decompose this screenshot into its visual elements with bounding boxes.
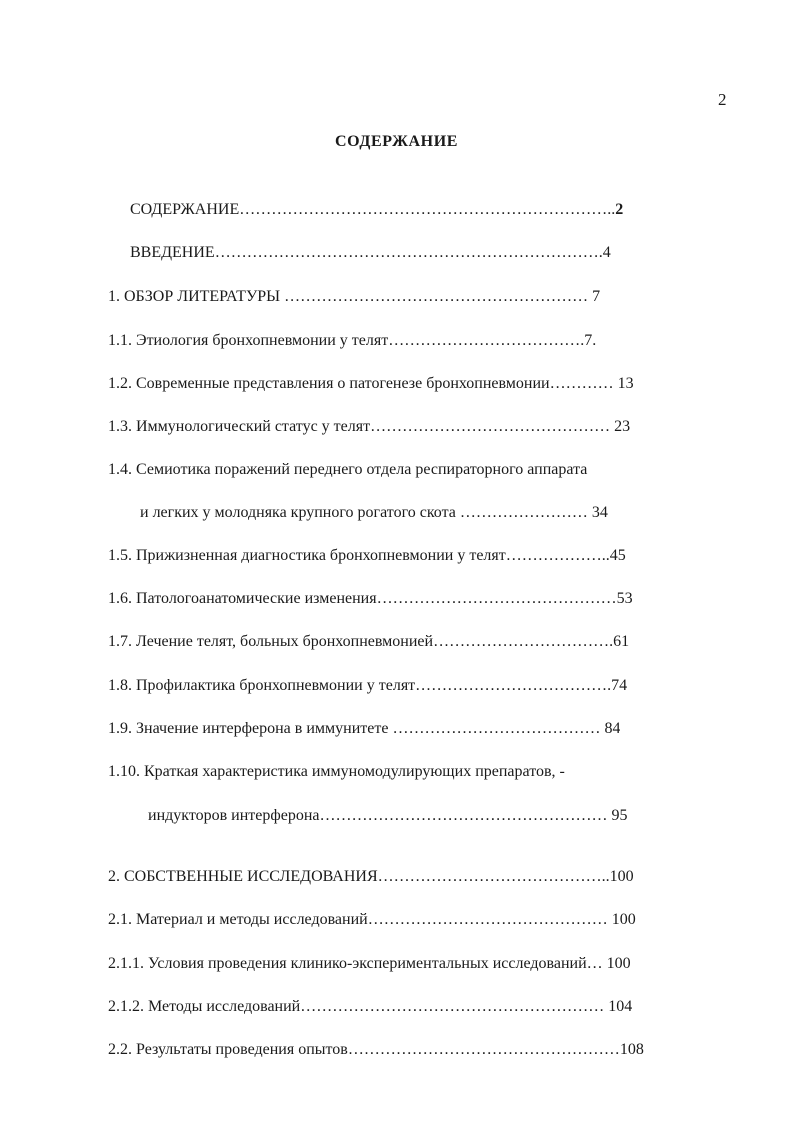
toc-entry-1-4-line1	[108, 460, 587, 480]
toc-entry-text: 2.1.1. Условия проведения клинико-экспериментальных исследований…	[108, 955, 607, 972]
toc-entry-text: 2. СОБСТВЕННЫЕ ИССЛЕДОВАНИЯ……………………………………..	[108, 868, 610, 885]
toc-entry-text: 1.8. Профилактика бронхопневмонии у телят……………………………….	[108, 677, 612, 694]
toc-entry-page: 7.	[584, 332, 597, 349]
toc-entry-text: 1.3. Иммунологический статус у телят………………………………………	[108, 418, 615, 435]
toc-entry-2-1	[108, 910, 636, 930]
toc-entry-1-10-line2	[148, 806, 628, 826]
toc-entry-text: 1.2. Современные представления о патогенезе бронхопневмонии…………	[108, 375, 618, 392]
toc-entry-1-2	[108, 374, 634, 394]
toc-entry-1-5	[108, 546, 626, 566]
toc-entry-text: СОДЕРЖАНИЕ……………………………………………………………..	[130, 201, 616, 218]
toc-entry-page: 34	[591, 504, 608, 521]
toc-entry-1-1	[108, 331, 596, 351]
toc-entry-1-9	[108, 719, 620, 739]
toc-entry-page: 104	[608, 998, 633, 1015]
toc-entry-text: и легких у молодняка крупного рогатого скота ……………………	[140, 504, 592, 521]
toc-entry-text: 1.4. Семиотика поражений переднего отдела респираторного аппарата	[108, 461, 588, 478]
toc-entry-introduction	[130, 243, 611, 263]
toc-entry-own-research	[108, 867, 634, 887]
toc-entry-text: 2.1.2. Методы исследований…………………………………………………	[108, 998, 609, 1015]
toc-entry-literature-review	[108, 287, 600, 307]
toc-entry-text: 2.1. Материал и методы исследований………………………………………	[108, 911, 612, 928]
toc-entry-text: 1. ОБЗОР ЛИТЕРАТУРЫ …………………………………………………	[108, 288, 593, 305]
toc-entry-text: 1.9. Значение интерферона в иммунитете …………………………………	[108, 720, 605, 737]
toc-entry-page: 108	[619, 1041, 644, 1058]
toc-entry-page: 100	[611, 911, 636, 928]
toc-entry-page: 53	[616, 590, 633, 607]
toc-entry-1-4-line2	[140, 503, 608, 523]
toc-entry-contents	[130, 200, 623, 220]
toc-entry-page: 95	[611, 807, 628, 824]
toc-entry-text: индукторов интерферона………………………………………………	[148, 807, 612, 824]
toc-entry-page: 23	[614, 418, 631, 435]
toc-entry-page: 61	[613, 633, 630, 650]
toc-entry-text: 1.5. Прижизненная диагностика бронхопневмонии у телят………………..	[108, 547, 610, 564]
toc-entry-2-2	[108, 1040, 644, 1060]
toc-entry-page: 7	[592, 288, 601, 305]
toc-entry-page: 13	[617, 375, 634, 392]
toc-entry-2-1-1	[108, 954, 631, 974]
page-title: СОДЕРЖАНИЕ	[334, 133, 459, 150]
toc-entry-1-6	[108, 589, 633, 609]
page-number: 2	[718, 90, 727, 109]
toc-entry-text: ВВЕДЕНИЕ……………………………………………………………….	[130, 244, 603, 261]
toc-entry-1-7	[108, 632, 629, 652]
toc-entry-1-8	[108, 676, 627, 696]
toc-entry-page: 4	[602, 244, 611, 261]
toc-entry-text: 1.7. Лечение телят, больных бронхопневмонией…………………………….	[108, 633, 614, 650]
toc-entry-text: 1.10. Краткая характеристика иммуномодулирующих препаратов, -	[108, 763, 565, 780]
toc-entry-text: 1.6. Патологоанатомические изменения………………………………………	[108, 590, 617, 607]
toc-entry-page: 100	[606, 955, 631, 972]
toc-entry-page: 74	[611, 677, 628, 694]
toc-entry-text: 2.2. Результаты проведения опытов……………………………………………	[108, 1041, 620, 1058]
toc-entry-page: 100	[609, 868, 634, 885]
toc-entry-page: 45	[609, 547, 626, 564]
toc-entry-1-3	[108, 417, 630, 437]
toc-entry-page: 2	[615, 201, 624, 218]
toc-entry-text: 1.1. Этиология бронхопневмонии у телят……………………………….	[108, 332, 585, 349]
toc-entry-page: 84	[604, 720, 621, 737]
toc-entry-1-10-line1	[108, 762, 565, 782]
toc-entry-2-1-2	[108, 997, 632, 1017]
